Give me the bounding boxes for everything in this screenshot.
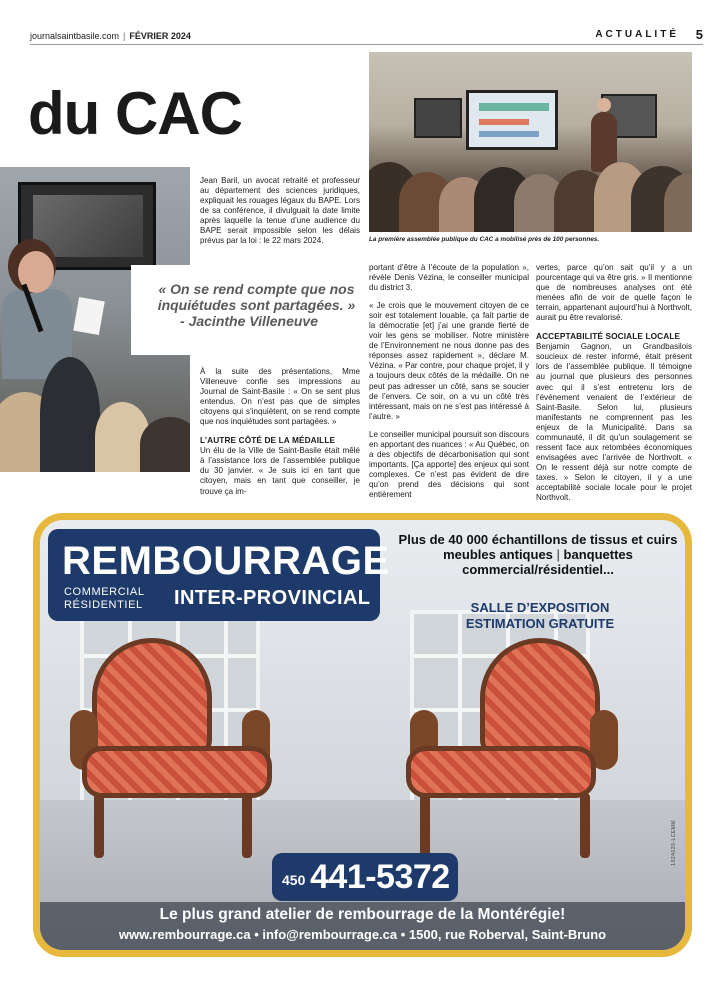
armchair-left-icon (52, 638, 282, 868)
upholstery-advertisement[interactable] (33, 513, 692, 957)
armchair-right-icon (400, 638, 630, 868)
column-1-bottom (200, 367, 360, 505)
pull-quote-text: « On se rend compte que nos inquiétudes sont partagées. » (157, 281, 356, 314)
issue-month: FÉVRIER 2024 (129, 31, 191, 41)
wall-frame-left (414, 98, 462, 138)
phone-area-code: 450 (282, 872, 306, 888)
paragraph: Jean Baril, un avocat retraité et professeur au département des sciences juridiques, expliquait les rouages légaux du BAPE. Lors de sa conférence, il divulguait la date limite après laquelle la tenue d’une audience du BAPE serait impossible selon les délais prévus par la loi : le 22 mars 2024. (200, 176, 360, 246)
subheading: L’AUTRE CÔTÉ DE LA MÉDAILLE (200, 435, 336, 446)
pull-quote (133, 265, 366, 355)
paragraph: vertes, parce qu’on sait qu’il y a un pourcentage qui va être gris. » Il mentionne que de nombreuses analyses ont été menées afin de voir de quelle façon le terrain, appartenant aujourd’hui à Northvolt, aurait pu être revalorisé. (536, 263, 692, 323)
ad-showroom (400, 600, 680, 632)
paragraph: « Je crois que le mouvement citoyen de ce soir est totalement louable, ça fait partie de la démocratie [et] j’ai une grande fierté de voir les gens se mobiliser. Notre ministère de l’Environnement ne nous donne pas des réponses assez rapidement », déclare M. Vézina. « Par contre, pour chaque projet, il y a toujours deux côtés de la médaille. On ne peut pas adresser un côté, sans se soucier de l’envers. Ce soir, on a vu un côté très intéressant, mais on ne s’est pas intéressé à l’autre. » (369, 301, 529, 421)
section-name: ACTUALITÉ (595, 29, 679, 40)
audience (369, 147, 692, 232)
tagline-benches: banquettes (563, 547, 633, 562)
notes-paper (73, 297, 105, 335)
pull-quote-attribution: - Jacinthe Villeneuve (180, 313, 318, 330)
paragraph: Benjamin Gagnon, un Grandbasilois soucieux de rester informé, était présent lors de l’assemblée publique. Il témoigne au journal que plusieurs des personnes avec qui il s’est entretenu lors de l’événement venaient de l’extérieur de Saint-Basile. Selon lui, plusieurs manifestants ne comprennent pas les enjeux de la Municipalité. Dans sa communauté, il dit qu’un soulagement se ressent face aux retombées économiques envisagées avec l’arrivée de Northvolt. « On le ressent déjà sur notre compte de taxes. » Selon le citoyen, il y a une acceptabilité sociale locale pour le projet Northvolt. (536, 342, 692, 503)
audience-head (40, 357, 100, 472)
ad-tagline: Plus de 40 000 échantillons de tissus et cuirs meubles antiques | banquettes commercial/résidentiel... (388, 532, 688, 577)
paragraph: À la suite des présentations, Mme Villeneuve confie ses impressions au Journal de Saint-Basile : « On se sent plus entendus. On n’est pas que de simples citoyens qui s’inquiètent, on se rend compte que nos inquiétudes sont partagées. » (200, 367, 360, 427)
page-number: 5 (695, 27, 703, 42)
estimate-label: ESTIMATION GRATUITE (465, 616, 615, 631)
tagline-segments: commercial/résidentiel... (462, 562, 614, 577)
paragraph: Le conseiller municipal poursuit son discours en apportant des nuances : « Au Québec, on a des objectifs de décarbonisation qui sont importants. [Ça apporte] des enjeux qui sont complexes. Ce n’est pas évident de dire qu’on prend des décisions qui sont entièrement (369, 429, 529, 499)
site-name: journalsaintbasile.com (30, 31, 120, 41)
page-header-left (30, 31, 191, 41)
brand-commercial: COMMERCIAL (64, 586, 145, 598)
column-1-top (200, 176, 360, 254)
phone-number: 441-5372 (310, 858, 450, 896)
header-rule (30, 44, 703, 45)
brand-logo (48, 529, 390, 621)
brand-residential: RÉSIDENTIEL (64, 599, 143, 611)
ad-reference-code: 1024029-LCEMM (671, 820, 677, 866)
audience-head (140, 417, 190, 472)
photo-caption: La première assemblée publique du CAC a mobilisé près de 100 personnes. (369, 236, 600, 243)
subheading: ACCEPTABILITÉ SOCIALE LOCALE (536, 331, 681, 342)
tagline-antiques: meubles antiques (443, 547, 553, 562)
column-2 (369, 263, 529, 508)
ad-slogan: Le plus grand atelier de rembourrage de la Montérégie! (159, 906, 566, 923)
phone-number-badge[interactable] (272, 853, 458, 901)
assembly-photo (369, 52, 692, 232)
ad-contact-line[interactable]: www.rembourrage.ca • info@rembourrage.ca • 1500, rue Roberval, Saint-Bruno (118, 927, 607, 942)
headline: du CAC (28, 80, 242, 147)
paragraph: Un élu de la Ville de Saint-Basile était mêlé à l’assistance lors de l’assemblée publique du 30 janvier. « Je suis ici en tant que citoyen, mais en tant que conseiller, je trouve ça im- (200, 446, 360, 496)
paragraph: portant d’être à l’écoute de la population », révèle Denis Vézina, le conseiller municipal du district 3. (369, 263, 529, 293)
brand-name: REMBOURRAGE (62, 539, 390, 583)
projection-screen (466, 90, 558, 150)
header-separator: | (123, 31, 126, 41)
column-3 (536, 263, 692, 511)
tagline-samples: Plus de 40 000 échantillons de tissus et cuirs (398, 532, 678, 547)
brand-inter-provincial: INTER-PROVINCIAL (174, 587, 371, 609)
showroom-label: SALLE D’EXPOSITION (470, 600, 610, 615)
